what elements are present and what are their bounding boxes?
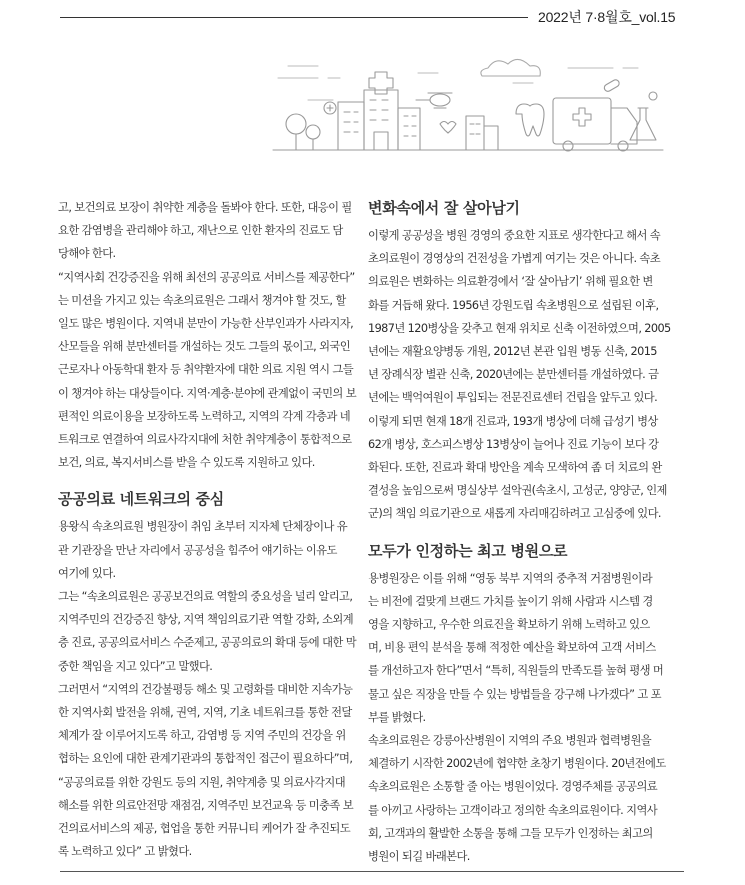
hospital-building-icon: [338, 72, 420, 150]
text-line: 보건, 의료, 복지서비스를 받을 수 있도록 지원하고 있다.: [58, 456, 315, 470]
text-line: 한 지역사회 발전을 위해, 권역, 지역, 기초 네트워크를 통한 전달: [58, 706, 352, 720]
text-line: 그는 “속초의료원은 공공보건의료 역할의 중요성을 널리 알리고,: [58, 590, 353, 604]
text-line: 여기에 있다.: [58, 566, 116, 580]
helicopter-icon: [416, 93, 452, 108]
text-line: 이렇게 공공성을 병원 경영의 중요한 지표로 생각한다고 해서 속: [368, 229, 661, 242]
text-line: 협하는 요인에 대한 관계기관과의 통합적인 접근이 필요하다”며,: [58, 752, 353, 766]
left-column: [58, 196, 360, 863]
text-line: 며, 비용 편익 분석을 통해 적정한 예산을 확보하여 고객 서비스: [368, 641, 656, 655]
text-line: 고, 보건의료 보장이 취약한 계층을 돌봐야 한다. 또한, 대응이 필: [58, 201, 352, 214]
text-line: 록 노력하고 있다” 고 밝혔다.: [58, 845, 192, 859]
issue-label: 2022년 7·8월호_vol.15: [538, 9, 676, 25]
text-line: 용병원장은 이를 위해 “영동 북부 지역의 중추적 거점병원이라: [368, 571, 653, 585]
right-column: [368, 196, 670, 868]
text-line: “공공의료를 위한 강원도 등의 지원, 취약계층 및 의료사각지대: [58, 775, 346, 789]
text-line: 의료원은 변화하는 의료환경에서 ‘잘 살아남기’ 위해 필요한 변: [368, 275, 653, 289]
tree-icon: [286, 114, 320, 150]
text-line: 초의료원이 경영상의 건전성을 가볍게 여기는 것은 아니다. 속초: [368, 252, 661, 266]
text-line: 일도 많은 병원이다. 지역내 분만이 가능한 산부인과가 사라지자,: [58, 317, 354, 331]
hospital-illustration: [268, 38, 673, 168]
text-line: 영을 지향하고, 우수한 의료진을 확보하기 위해 노력하고 있으: [368, 618, 650, 632]
header-rule: [60, 17, 528, 18]
section-heading: 변화속에서 잘 살아남기: [368, 199, 520, 217]
text-line: 이 챙겨야 하는 대상들이다. 지역·계층·분야에 관계없이 국민의 보: [58, 386, 357, 400]
text-line: 결성을 높임으로써 명실상부 설악권(속초시, 고성군, 양양군, 인제: [368, 484, 667, 498]
text-line: 지역주민의 건강증진 향상, 지역 책임의료기관 역할 강화, 소외계: [58, 613, 354, 627]
text-line: 62개 병상, 호스피스병상 13병상이 늘어나 진료 기능이 보다 강: [368, 437, 659, 451]
text-line: 1987년 120병상을 갖추고 현재 위치로 신축 이전하였으며, 2005: [368, 321, 671, 335]
text-line: 근로자나 아동학대 환자 등 취약환자에 대한 의료 지원 역시 그들: [58, 363, 354, 377]
text-line: 관 기관장을 만난 자리에서 공공성을 힘주어 얘기하는 이유도: [58, 543, 337, 557]
ambulance-icon: [553, 98, 637, 151]
text-line: 군)의 책임 의료기관으로 새롭게 자리매김하려고 고심중에 있다.: [368, 507, 661, 521]
text-line: 부를 밝혔다.: [368, 710, 426, 724]
text-line: “지역사회 건강증진을 위해 최선의 공공의료 서비스를 제공한다”: [58, 270, 355, 284]
text-line: 를 아끼고 사랑하는 고객이라고 정의한 속초의료원이다. 지역사: [368, 803, 658, 817]
text-line: 는 미션을 가지고 있는 속초의료원은 그래서 챙겨야 할 것도, 할: [58, 293, 346, 307]
text-line: 속초의료원은 강릉아산병원이 지역의 주요 병원과 협력병원을: [368, 734, 652, 748]
text-line: 트워크로 연결하여 의료사각지대에 처한 취약계층이 통합적으로: [58, 433, 352, 447]
footer-rule: [60, 871, 684, 872]
text-line: 체결하기 시작한 2002년에 협약한 초창기 병원이다. 20년전에도: [368, 757, 666, 771]
section-heading: 모두가 인정하는 최고 병원으로: [368, 541, 568, 560]
text-line: 중한 책임을 지고 있다”고 말했다.: [58, 659, 213, 673]
text-line: 년에는 재활요양병동 개원, 2012년 본관 입원 병동 신축, 2015: [368, 345, 657, 359]
text-line: 이렇게 되면 현재 18개 진료과, 193개 병상에 더해 급성기 병상: [368, 414, 658, 428]
text-line: 년에는 백억여원이 투입되는 전문진료센터 건립을 앞두고 있다.: [368, 391, 658, 405]
text-line: 병원이 되길 바래본다.: [368, 850, 470, 864]
text-line: 물고 싶은 직장을 만들 수 있는 방법들을 강구해 나가겠다” 고 포: [368, 687, 661, 701]
text-line: 를 개선하고자 한다”면서 “특히, 직원들의 만족도를 높혀 평생 머: [368, 664, 664, 678]
text-line: 층 진료, 공공의료서비스 수준제고, 공공의료의 확대 등에 대한 막: [58, 636, 357, 650]
text-line: 회, 고객과의 활발한 소통을 통해 그들 모두가 인정하는 최고의: [368, 826, 653, 840]
text-line: 년 장례식장 별관 신축, 2020년에는 분만센터를 개설하였다. 금: [368, 368, 659, 382]
text-line: 화된다. 또한, 진료과 확대 방안을 계속 모색하여 좀 더 치료의 완: [368, 461, 662, 475]
text-line: 는 비전에 걸맞게 브랜드 가치를 높이기 위해 사람과 시스템 경: [368, 594, 653, 608]
text-line: 당해야 한다.: [58, 247, 116, 261]
text-line: 체계가 잘 이루어지도록 하고, 감염병 등 지역 주민의 건강을 위: [58, 729, 346, 743]
text-line: 요한 감염병을 관리해야 하고, 재난으로 인한 환자의 진료도 담: [58, 224, 343, 238]
text-line: 편적인 의료이용을 보장하도록 노력하고, 지역의 각계 각층과 네: [58, 409, 351, 423]
text-line: 용왕식 속초의료원 병원장이 취임 초부터 지자체 단체장이나 유: [58, 520, 348, 534]
section-heading: 공공의료 네트워크의 중심: [58, 490, 224, 509]
text-line: 화를 거듭해 왔다. 1956년 강원도립 속초병원으로 설립된 이후,: [368, 298, 659, 312]
text-line: 산모들을 위해 분만센터를 개설하는 것도 그들의 몫이고, 외국인: [58, 340, 351, 354]
text-line: 해소를 위한 의료안전망 재점검, 지역주민 보건교육 등 미충족 보: [58, 798, 354, 812]
text-line: 그러면서 “지역의 건강불평등 해소 및 고령화를 대비한 지속가능: [58, 682, 353, 696]
text-line: 속초의료원은 소통할 줄 아는 병원이었다. 경영주체를 공공의료: [368, 780, 658, 794]
text-line: 건의료서비스의 제공, 협업을 통한 커뮤니티 케어가 잘 추진되도: [58, 822, 351, 836]
